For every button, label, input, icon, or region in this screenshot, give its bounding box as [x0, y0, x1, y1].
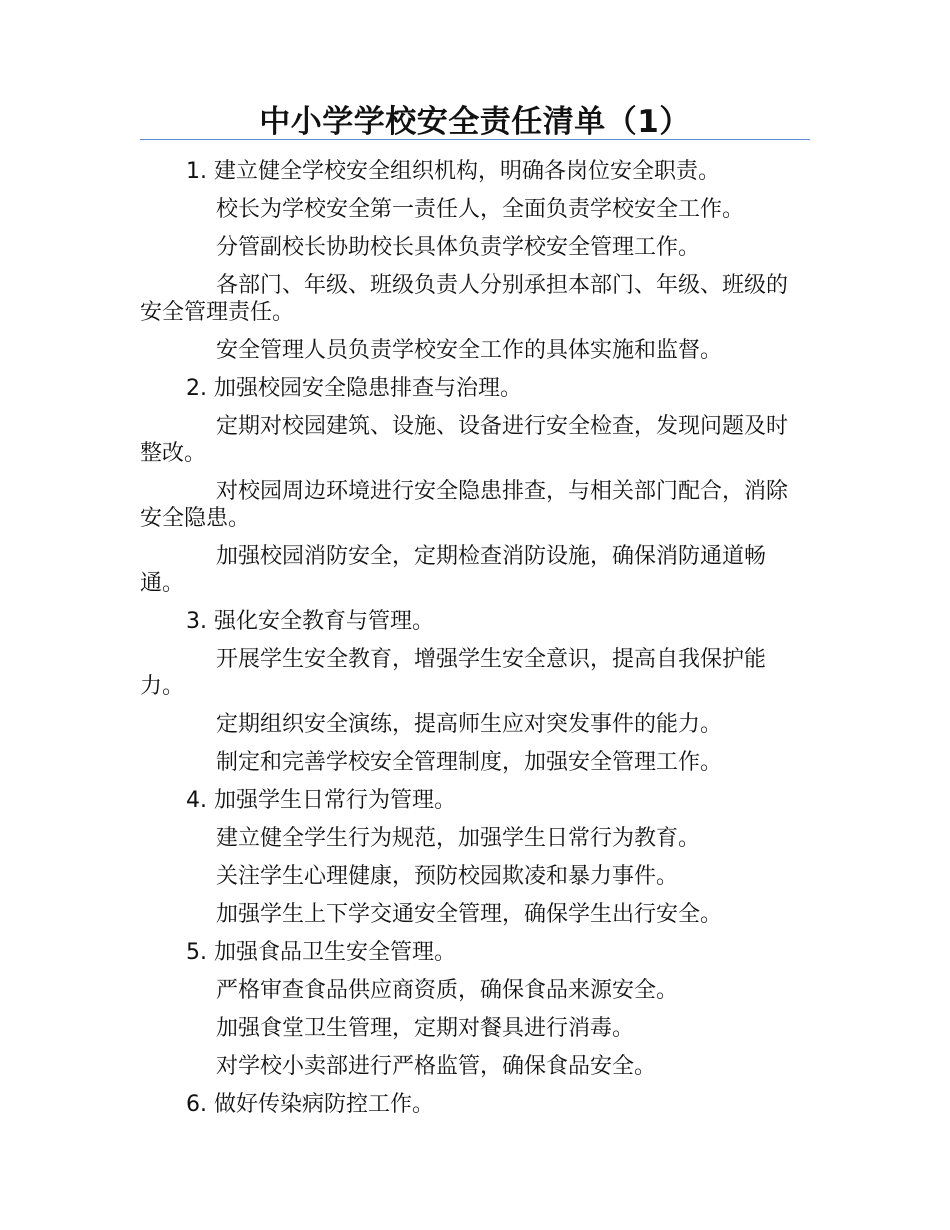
section-heading: 4. 加强学生日常行为管理。 — [186, 788, 456, 813]
list-item: 各部门、年级、班级负责人分别承担本部门、年级、班级的安全管理责任。 — [140, 273, 789, 325]
section-3 — [140, 603, 790, 782]
section-1 — [140, 153, 790, 370]
section-5 — [140, 934, 790, 1086]
document-body — [140, 153, 790, 1124]
list-item: 建立健全学生行为规范，加强学生日常行为教育。 — [216, 826, 701, 851]
section-heading: 2. 加强校园安全隐患排查与治理。 — [186, 376, 522, 401]
list-item: 关注学生心理健康，预防校园欺凌和暴力事件。 — [216, 864, 679, 889]
list-item: 加强食堂卫生管理，定期对餐具进行消毒。 — [216, 1016, 635, 1041]
section-heading: 3. 强化安全教育与管理。 — [186, 609, 434, 634]
section-heading: 1. 建立健全学校安全组织机构，明确各岗位安全职责。 — [186, 159, 720, 184]
list-item: 定期对校园建筑、设施、设备进行安全检查，发现问题及时整改。 — [140, 414, 789, 466]
list-item: 定期组织安全演练，提高师生应对突发事件的能力。 — [216, 712, 723, 737]
title-underline — [140, 139, 810, 140]
list-item: 严格审查食品供应商资质，确保食品来源安全。 — [216, 978, 679, 1003]
list-item: 分管副校长协助校长具体负责学校安全管理工作。 — [216, 235, 701, 260]
section-heading: 5. 加强食品卫生安全管理。 — [186, 940, 456, 965]
section-4 — [140, 782, 790, 934]
section-6 — [140, 1086, 790, 1124]
list-item: 加强学生上下学交通安全管理，确保学生出行安全。 — [216, 902, 723, 927]
section-2 — [140, 370, 790, 603]
list-item: 开展学生安全教育，增强学生安全意识，提高自我保护能力。 — [140, 647, 767, 699]
section-heading: 6. 做好传染病防控工作。 — [186, 1092, 434, 1117]
list-item: 制定和完善学校安全管理制度，加强安全管理工作。 — [216, 750, 723, 775]
list-item: 对校园周边环境进行安全隐患排查，与相关部门配合，消除安全隐患。 — [140, 479, 789, 531]
list-item: 安全管理人员负责学校安全工作的具体实施和监督。 — [216, 338, 723, 363]
list-item: 对学校小卖部进行严格监管，确保食品安全。 — [216, 1054, 657, 1079]
list-item: 加强校园消防安全，定期检查消防设施，确保消防通道畅通。 — [140, 544, 767, 596]
list-item: 校长为学校安全第一责任人，全面负责学校安全工作。 — [216, 197, 745, 222]
document-title: 中小学学校安全责任清单（1） — [259, 104, 691, 140]
